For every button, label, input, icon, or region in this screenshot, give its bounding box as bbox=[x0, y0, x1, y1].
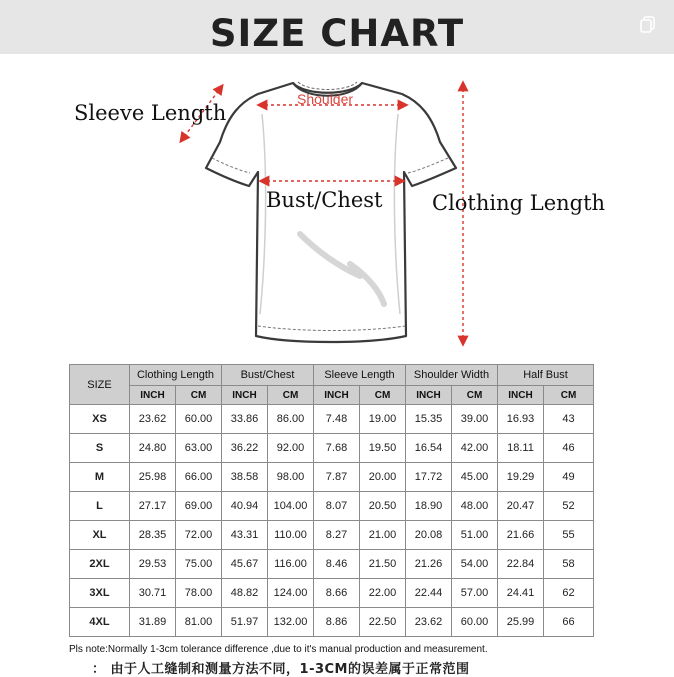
measurement-cell: 8.07 bbox=[314, 492, 360, 521]
measurement-cell: 20.00 bbox=[360, 463, 406, 492]
measurement-cell: 21.00 bbox=[360, 521, 406, 550]
measurement-cell: 75.00 bbox=[176, 550, 222, 579]
measurement-cell: 21.26 bbox=[406, 550, 452, 579]
measurement-cell: 60.00 bbox=[452, 608, 498, 637]
measurement-cell: 19.50 bbox=[360, 434, 406, 463]
size-cell: XS bbox=[70, 405, 130, 434]
measurement-cell: 39.00 bbox=[452, 405, 498, 434]
unit-header: CM bbox=[360, 386, 406, 405]
table-row bbox=[70, 550, 594, 579]
table-row bbox=[70, 521, 594, 550]
unit-header: INCH bbox=[498, 386, 544, 405]
measurement-cell: 116.00 bbox=[268, 550, 314, 579]
measurement-cell: 22.00 bbox=[360, 579, 406, 608]
size-table bbox=[69, 364, 594, 637]
size-cell: 3XL bbox=[70, 579, 130, 608]
table-row bbox=[70, 579, 594, 608]
measurement-cell: 48.00 bbox=[452, 492, 498, 521]
measurement-cell: 86.00 bbox=[268, 405, 314, 434]
measurement-cell: 22.84 bbox=[498, 550, 544, 579]
measurement-cell: 19.29 bbox=[498, 463, 544, 492]
unit-header-row bbox=[70, 386, 594, 405]
unit-header: INCH bbox=[130, 386, 176, 405]
group-header: Shoulder Width bbox=[406, 365, 498, 386]
measurement-cell: 22.50 bbox=[360, 608, 406, 637]
measurement-cell: 8.86 bbox=[314, 608, 360, 637]
measurement-cell: 42.00 bbox=[452, 434, 498, 463]
measurement-cell: 66 bbox=[544, 608, 594, 637]
measurement-cell: 78.00 bbox=[176, 579, 222, 608]
measurement-cell: 57.00 bbox=[452, 579, 498, 608]
measurement-cell: 22.44 bbox=[406, 579, 452, 608]
group-header: Bust/Chest bbox=[222, 365, 314, 386]
table-row bbox=[70, 492, 594, 521]
size-cell: 2XL bbox=[70, 550, 130, 579]
unit-header: CM bbox=[176, 386, 222, 405]
measurement-cell: 25.99 bbox=[498, 608, 544, 637]
measurement-cell: 43 bbox=[544, 405, 594, 434]
measurement-cell: 8.46 bbox=[314, 550, 360, 579]
sleeve-length-label: Sleeve Length bbox=[74, 101, 227, 125]
measurement-cell: 36.22 bbox=[222, 434, 268, 463]
measurement-cell: 24.80 bbox=[130, 434, 176, 463]
measurement-cell: 21.50 bbox=[360, 550, 406, 579]
measurement-cell: 51.00 bbox=[452, 521, 498, 550]
size-header: SIZE bbox=[70, 365, 130, 405]
measurement-cell: 27.17 bbox=[130, 492, 176, 521]
measurement-cell: 18.11 bbox=[498, 434, 544, 463]
group-header: Clothing Length bbox=[130, 365, 222, 386]
measurement-cell: 18.90 bbox=[406, 492, 452, 521]
size-cell: M bbox=[70, 463, 130, 492]
measurement-cell: 110.00 bbox=[268, 521, 314, 550]
measurement-cell: 21.66 bbox=[498, 521, 544, 550]
unit-header: INCH bbox=[222, 386, 268, 405]
unit-header: INCH bbox=[406, 386, 452, 405]
measurement-cell: 16.93 bbox=[498, 405, 544, 434]
tshirt-outline bbox=[206, 82, 456, 342]
measurement-cell: 81.00 bbox=[176, 608, 222, 637]
measurement-cell: 55 bbox=[544, 521, 594, 550]
shoulder-label: Shoulder bbox=[297, 91, 354, 107]
measurement-cell: 7.87 bbox=[314, 463, 360, 492]
measurement-cell: 63.00 bbox=[176, 434, 222, 463]
measurement-cell: 40.94 bbox=[222, 492, 268, 521]
measurement-cell: 124.00 bbox=[268, 579, 314, 608]
page-title: SIZE CHART bbox=[209, 12, 465, 55]
measurement-cell: 62 bbox=[544, 579, 594, 608]
measurement-cell: 72.00 bbox=[176, 521, 222, 550]
measurement-cell: 20.50 bbox=[360, 492, 406, 521]
measurement-cell: 8.66 bbox=[314, 579, 360, 608]
tolerance-note: Pls note:Normally 1-3cm tolerance difference ,due to it's manual production and measurement. bbox=[69, 644, 488, 655]
measurement-cell: 38.58 bbox=[222, 463, 268, 492]
measurement-cell: 48.82 bbox=[222, 579, 268, 608]
measurement-cell: 69.00 bbox=[176, 492, 222, 521]
measurement-cell: 54.00 bbox=[452, 550, 498, 579]
table-row bbox=[70, 608, 594, 637]
group-header: Sleeve Length bbox=[314, 365, 406, 386]
size-table-body bbox=[70, 405, 594, 637]
measurement-cell: 7.48 bbox=[314, 405, 360, 434]
measurement-cell: 49 bbox=[544, 463, 594, 492]
measurement-cell: 33.86 bbox=[222, 405, 268, 434]
measurement-cell: 58 bbox=[544, 550, 594, 579]
group-header: Half Bust bbox=[498, 365, 594, 386]
measurement-cell: 20.47 bbox=[498, 492, 544, 521]
table-row bbox=[70, 405, 594, 434]
measurement-cell: 52 bbox=[544, 492, 594, 521]
measurement-cell: 60.00 bbox=[176, 405, 222, 434]
measurement-cell: 30.71 bbox=[130, 579, 176, 608]
measurement-cell: 66.00 bbox=[176, 463, 222, 492]
size-cell: S bbox=[70, 434, 130, 463]
copy-icon[interactable] bbox=[638, 14, 658, 34]
measurement-cell: 31.89 bbox=[130, 608, 176, 637]
measurement-cell: 45.00 bbox=[452, 463, 498, 492]
measurement-cell: 17.72 bbox=[406, 463, 452, 492]
tolerance-note-chinese: ： 由于人工缝制和测量方法不同，1-3CM的误差属于正常范围 bbox=[92, 662, 470, 677]
measurement-cell: 132.00 bbox=[268, 608, 314, 637]
measurement-cell: 16.54 bbox=[406, 434, 452, 463]
measurement-cell: 24.41 bbox=[498, 579, 544, 608]
measurement-cell: 25.98 bbox=[130, 463, 176, 492]
size-cell: XL bbox=[70, 521, 130, 550]
measurement-cell: 8.27 bbox=[314, 521, 360, 550]
measurement-cell: 23.62 bbox=[130, 405, 176, 434]
measurement-cell: 104.00 bbox=[268, 492, 314, 521]
measurement-cell: 29.53 bbox=[130, 550, 176, 579]
measurement-cell: 28.35 bbox=[130, 521, 176, 550]
measurement-cell: 15.35 bbox=[406, 405, 452, 434]
measurement-cell: 46 bbox=[544, 434, 594, 463]
table-row bbox=[70, 434, 594, 463]
measurement-cell: 51.97 bbox=[222, 608, 268, 637]
unit-header: CM bbox=[268, 386, 314, 405]
clothing-length-label: Clothing Length bbox=[432, 191, 606, 215]
table-row bbox=[70, 463, 594, 492]
measurement-cell: 20.08 bbox=[406, 521, 452, 550]
bust-chest-label: Bust/Chest bbox=[266, 188, 383, 212]
measurement-cell: 23.62 bbox=[406, 608, 452, 637]
size-cell: L bbox=[70, 492, 130, 521]
measurement-cell: 7.68 bbox=[314, 434, 360, 463]
unit-header: CM bbox=[544, 386, 594, 405]
measurement-cell: 43.31 bbox=[222, 521, 268, 550]
measurement-cell: 98.00 bbox=[268, 463, 314, 492]
size-cell: 4XL bbox=[70, 608, 130, 637]
measurement-cell: 19.00 bbox=[360, 405, 406, 434]
unit-header: CM bbox=[452, 386, 498, 405]
measurement-cell: 92.00 bbox=[268, 434, 314, 463]
measurement-cell: 45.67 bbox=[222, 550, 268, 579]
unit-header: INCH bbox=[314, 386, 360, 405]
